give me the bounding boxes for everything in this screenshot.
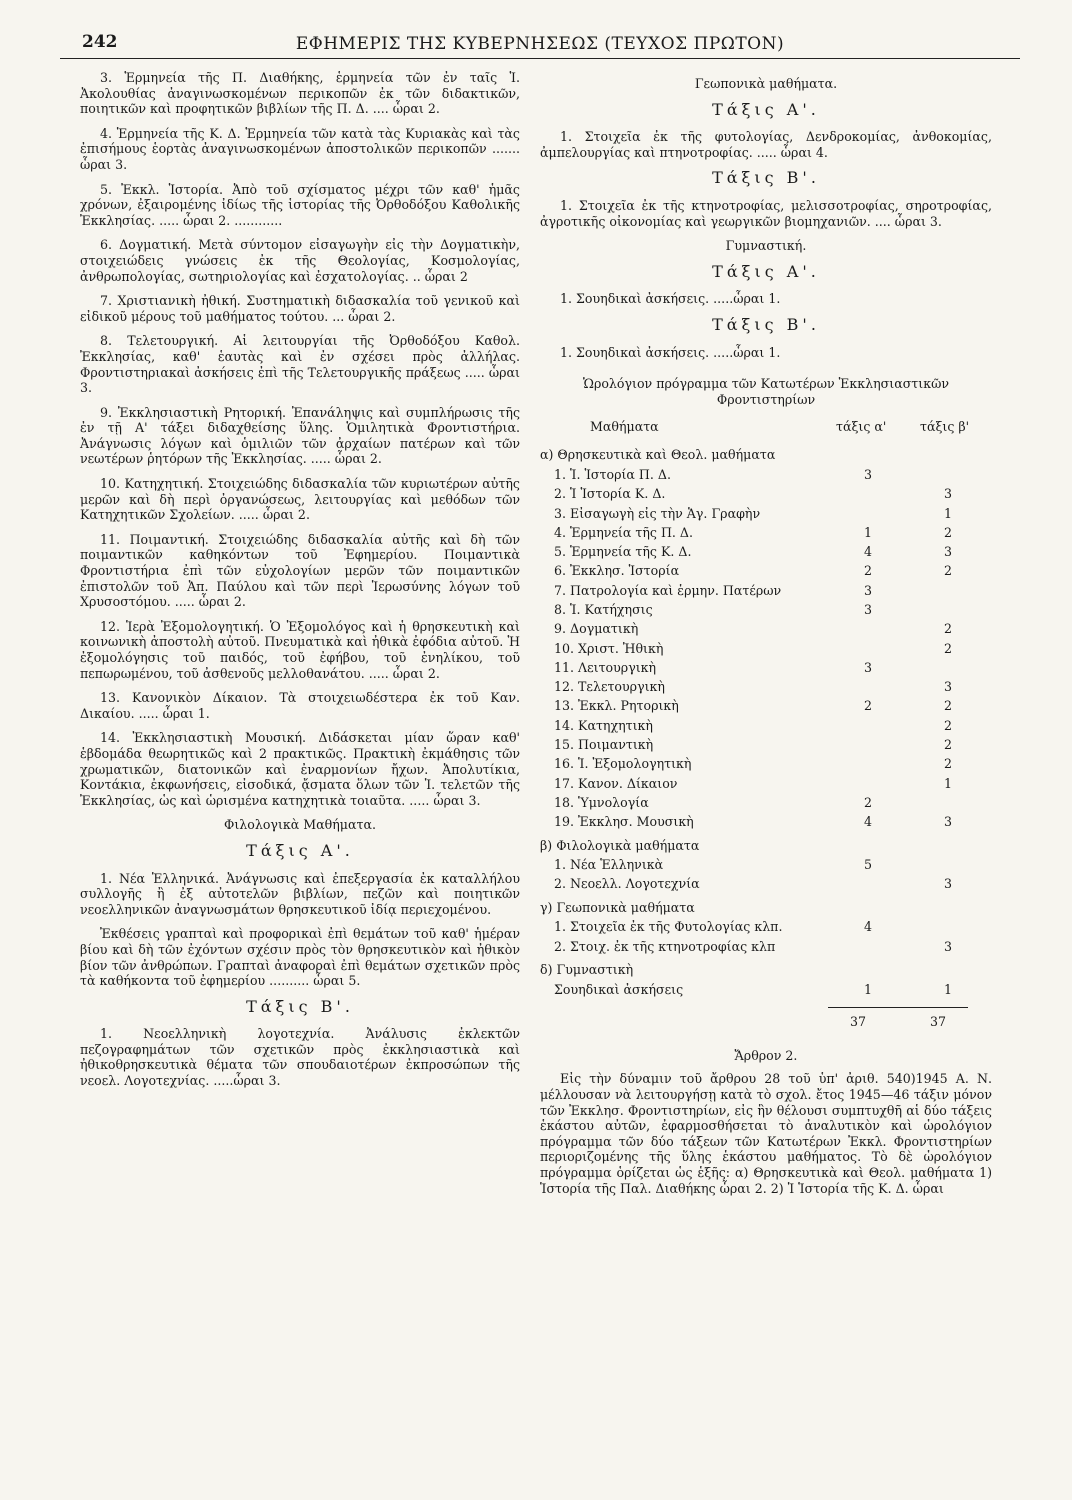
paragraph: 4. Ἑρμηνεία τῆς Κ. Δ. Ἑρμηνεία τῶν κατὰ τὰς Κυριακὰς καὶ τὰς ἐπισήμους ἑορτὰς ἀναγινωσκομένων ἀποστολικῶν περικοπῶν ....... ὧραι 3. [80,125,520,172]
schedule-subject: 4. Ἑρμηνεία τῆς Π. Δ. [554,524,694,540]
section-heading: Γεωπονικὰ μαθήματα. [694,76,838,91]
hours-class-b: 2 [943,756,952,772]
total-class-a: 37 [849,1013,867,1029]
schedule-subject: 10. Χριστ. Ἠθικὴ [554,640,664,656]
schedule-subject: 6. Ἐκκλησ. Ἱστορία [554,563,680,579]
schedule-row [540,581,992,600]
schedule-totals [828,1007,968,1034]
hours-class-b: 3 [943,938,952,954]
class-heading: Τάξις Β'. [712,314,820,334]
paragraph: Ἐκθέσεις γραπταὶ καὶ προφορικαὶ ἐπὶ θεμάτων τοῦ καθ' ἡμέραν βίου καὶ δὴ τῶν ἐχόντων σχέσιν πρὸς τὸν θρησκευτικὸν καὶ ἠθικὸν βίον τῶν ἀνθρώπων. Γραπταὶ ἀναφοραὶ ἐπὶ θεμάτων σχετικῶν πρὸς τὰ καθήκοντα τοῦ ἐφημερίου .......... ὧραι 5. [80,926,520,989]
schedule-subject: 18. Ὑμνολογία [554,794,649,810]
schedule-row [540,561,992,580]
schedule-row [540,465,992,484]
hours-class-b: 2 [943,717,952,733]
schedule-row [540,980,992,999]
class-heading: Τάξις Α'. [712,261,820,281]
schedule-subject: 16. Ἱ. Ἐξομολογητικὴ [554,756,692,772]
hours-class-b: 2 [943,563,952,579]
schedule-subject: 1. Ἱ. Ἱστορία Π. Δ. [554,466,672,482]
schedule-subject: Σουηδικαὶ ἀσκήσεις [554,981,684,997]
schedule-subject: 8. Ἱ. Κατήχησις [554,601,653,617]
schedule-row [540,774,992,793]
schedule-subject: 17. Κανον. Δίκαιον [554,775,678,791]
class-heading: Τάξις Α'. [246,840,354,860]
schedule-row [540,658,992,677]
schedule-row [540,735,992,754]
schedule-subject: 14. Κατηχητικὴ [554,717,653,733]
hours-class-b: 1 [943,981,952,997]
hours-class-a: 4 [863,814,872,830]
paragraph: 5. Ἐκκλ. Ἱστορία. Ἀπὸ τοῦ σχίσματος μέχρι τῶν καθ' ἡμᾶς χρόνων, ἐξαιρομένης ἰδίως τῆς ἱστορίας τῆς Ὀρθοδόξου Καθολικῆς Ἐκκλησίας. ..... ὧραι 2. ............ [80,181,520,228]
paragraph: 8. Τελετουργική. Αἱ λειτουργίαι τῆς Ὀρθοδόξου Καθολ. Ἐκκλησίας, καθ' ἑαυτὰς καὶ ἐν σχέσει πρὸς ἀλλήλας. Φροντιστηριακαὶ ἀσκήσεις ἐπὶ τῆς Τελετουργικῆς πράξεως ..... ὧραι 3. [80,333,520,396]
right-column [540,70,992,1205]
hours-class-b: 2 [943,640,952,656]
hours-class-a: 2 [863,698,872,714]
section-heading: Γυμναστική. [725,238,807,254]
left-column [80,70,520,1098]
hours-class-a: 2 [863,794,872,810]
journal-title: ΕΦΗΜΕΡΙΣ ΤΗΣ ΚΥΒΕΡΝΗΣΕΩΣ (ΤΕΥΧΟΣ ΠΡΩΤΟΝ) [295,34,785,54]
paragraph: 1. Στοιχεῖα ἐκ τῆς φυτολογίας, Δενδροκομίας, ἀνθοκομίας, ἀμπελουργίας καὶ πτηνοτροφίας. ..... ὧραι 4. [540,129,992,160]
schedule-subject: 11. Λειτουργικὴ [554,659,657,675]
hours-class-a: 3 [863,659,872,675]
hours-class-b: 2 [943,737,952,753]
paragraph: 1. Στοιχεῖα ἐκ τῆς κτηνοτροφίας, μελισσοτροφίας, σηροτροφίας, ἀγροτικῆς οἰκονομίας καὶ γεωργικῶν βιομηχανιῶν. .... ὧραι 3. [540,197,992,229]
schedule-subject: 2. Νεοελλ. Λογοτεχνία [554,876,700,892]
paragraph: 12. Ἱερὰ Ἐξομολογητική. Ὁ Ἐξομολόγος καὶ ἡ θρησκευτικὴ καὶ κοινωνικὴ ἀποστολὴ αὐτοῦ. Πνευματικὰ καὶ ἠθικὰ ἐφόδια αὐτοῦ. Ἡ ἐξομολόγησις τοῦ παιδός, τοῦ ἐφήβου, τοῦ ἐνηλίκου, τοῦ πεπωρωμένου, τοῦ ἀσθενοῦς μελλοθανάτου. ..... ὧραι 2. [80,618,520,681]
hours-class-a: 1 [863,981,872,997]
total-class-b: 37 [929,1013,947,1029]
paragraph: 1. Σουηδικαὶ ἀσκήσεις. .....ὧραι 1. [560,344,781,360]
hours-class-a: 3 [863,601,872,617]
paragraph: 6. Δογματική. Μετὰ σύντομον εἰσαγωγὴν εἰς τὴν Δογματικὴν, στοιχειώδεις γνώσεις ἐκ τῆς Θεολογίας, Κοσμολογίας, ἀνθρωπολογίας, σωτηριολογίας καὶ ἐσχατολογίας. .. ὧραι 2 [80,237,520,284]
schedule-row [540,874,992,893]
section-heading: Φιλολογικὰ Μαθήματα. [224,817,376,833]
hours-class-a: 3 [863,466,872,482]
schedule-row [540,917,992,936]
page-header [60,28,1020,59]
paragraph: 7. Χριστιανικὴ ἠθική. Συστηματικὴ διδασκαλία τοῦ γενικοῦ καὶ εἰδικοῦ μέρους τοῦ μαθήματος τούτου. ... ὧραι 2. [80,293,520,324]
paragraph: 9. Ἐκκλησιαστικὴ Ρητορική. Ἐπανάληψις καὶ συμπλήρωσις τῆς ἐν τῇ Α' τάξει διδαχθείσης ὕλης. Ὁμιλητικὰ Φροντιστήρια. Ἀνάγνωσις λόγων καὶ ὁμιλιῶν τῶν ἀρχαίων πατέρων καὶ τῶν νεωτέρων ῥητόρων τῆς Ἐκκλησίας. ..... ὧραι 2. [80,404,520,467]
hours-class-b: 3 [943,814,952,830]
schedule-subject: 7. Πατρολογία καὶ ἑρμην. Πατέρων [554,582,782,598]
hours-class-a: 3 [863,582,872,598]
schedule-row [540,484,992,503]
schedule-row [540,677,992,696]
hours-class-b: 3 [943,486,952,502]
schedule-subject: 9. Δογματικὴ [554,621,639,637]
schedule-row [540,523,992,542]
schedule-row [540,793,992,812]
paragraph: 1. Σουηδικαὶ ἀσκήσεις. .....ὧραι 1. [560,291,781,307]
page-number: 242 [82,32,118,52]
paragraph: 3. Ἑρμηνεία τῆς Π. Διαθήκης, ἑρμηνεία τῶν ἐν ταῖς Ἱ. Ἀκολουθίας ἀναγινωσκομένων περικοπῶν ἐκ τῶν διδακτικῶν, ποιητικῶν καὶ προφητικῶν βιβλίων τῆς Π. Δ. .... ὧραι 2. [80,70,520,117]
paragraph: 1. Νεοελληνικὴ λογοτεχνία. Ἀνάλυσις ἐκλεκτῶν πεζογραφημάτων τῶν σχετικῶν πρὸς ἐκκλησιαστικὰ καὶ ἠθικοθρησκευτικὰ θέματα τῶν σπουδαιοτέρων ἐκπροσώπων τῆς νεοελ. Λογοτεχνίας. .....ὧραι 3. [80,1026,520,1089]
article-heading: Ἄρθρον 2. [734,1047,798,1063]
col-class-b: τάξις β' [920,419,970,435]
schedule-subject: 2. Στοιχ. ἐκ τῆς κτηνοτροφίας κλπ [554,938,776,954]
schedule-title-line: Ὡρολόγιον πρόγραμμα τῶν Κατωτέρων Ἐκκλησιαστικῶν [582,376,949,392]
paragraph: 14. Ἐκκλησιαστικὴ Μουσική. Διδάσκεται μίαν ὥραν καθ' ἑβδομάδα θεωρητικῶς καὶ 2 πρακτικῶς. Πρακτικὴ ἐκμάθησις τῶν χρωματικῶν, διατονικῶν καὶ ἐναρμονίων ἤχων. Ἀπολυτίκια, Κοντάκια, ἐκφωνήσεις, εἰσοδικά, ᾄσματα ὅλων τῶν Ἱ. τελετῶν τῆς Ἐκκλησίας, ὡς καὶ ὡρισμένα κατηχητικὰ τοιαῦτα. ..... ὧραι 3. [80,730,520,808]
paragraph: 11. Ποιμαντική. Στοιχειώδης διδασκαλία αὐτῆς καὶ δὴ τῶν ποιμαντικῶν καθηκόντων τοῦ Ἐφημερίου. Ποιμαντικὰ Φροντιστήρια ἐπὶ τῶν εὐχολογίων μερῶν τῶν ποιμαντικῶν ἐπιστολῶν τοῦ Ἀπ. Παύλου καὶ τῶν περὶ Ἱερωσύνης λόγων τοῦ Χρυσοστόμου. ..... ὧραι 2. [80,531,520,610]
schedule-title [540,376,992,407]
schedule-subject: 5. Ἑρμηνεία τῆς Κ. Δ. [554,544,692,560]
schedule-header [540,413,992,441]
paragraph: 13. Κανονικὸν Δίκαιον. Τὰ στοιχειωδέστερα ἐκ τοῦ Καν. Δικαίου. ..... ὧραι 1. [80,690,520,721]
schedule-title-line: Φροντιστηρίων [716,391,816,407]
schedule-row [540,937,992,956]
hours-class-b: 3 [943,544,952,560]
paragraph: 10. Κατηχητική. Στοιχειώδης διδασκαλία τῶν κυριωτέρων αὐτῆς μερῶν καὶ δὴ περὶ ὀργανώσεως, λειτουργίας καὶ μεθόδων τῶν Κατηχητικῶν Σχολείων. ..... ὧραι 2. [80,476,520,523]
schedule-row [540,619,992,638]
article-text: Εἰς τὴν δύναμιν τοῦ ἄρθρου 28 τοῦ ὑπ' ἀριθ. 540)1945 Α. Ν. μέλλουσαν νὰ λειτουργήσῃ κατὰ τὸ σχολ. ἔτος 1945—46 τάξιν μόνον τῶν Ἐκκλησ. Φροντιστηρίων, εἰς ἣν θέλουσι συμπτυχθῆ αἱ δύο τάξεις ἑκάστου αὐτῶν, ἐφαρμοσθήσεται τὸ ἀναλυτικὸν καὶ ὡρολόγιον πρόγραμμα τῶν δύο τάξεων τῶν Κατωτέρων Ἐκκλ. Φροντιστηρίων περιοριζομένης τῆς ὕλης ἑκάστου μαθήματος. Τὸ δὲ ὡρολόγιον πρόγραμμα ὁρίζεται ὡς ἑξῆς: α) Θρησκευτικὰ καὶ Θεολ. μαθήματα 1) Ἱστορία τῆς Παλ. Διαθήκης ὧραι 2. 2) Ἱ Ἱστορία τῆς Κ. Δ. ὧραι [540,1071,992,1196]
schedule-subject: 1. Νέα Ἑλληνικὰ [554,857,664,873]
hours-class-b: 1 [943,505,952,521]
schedule-subject: 1. Στοιχεῖα ἐκ τῆς Φυτολογίας κλπ. [554,919,783,935]
schedule-row [540,716,992,735]
hours-class-a: 1 [863,524,872,540]
schedule-group-title: β) Φιλολογικὰ μαθήματα [540,837,700,853]
schedule-row [540,504,992,523]
class-heading: Τάξις Β'. [246,996,354,1016]
schedule-group-title: δ) Γυμναστικὴ [540,961,634,977]
schedule-group-title: α) Θρησκευτικὰ καὶ Θεολ. μαθήματα [540,447,776,463]
hours-class-b: 1 [943,775,952,791]
col-class-a: τάξις α' [836,419,887,435]
hours-class-b: 2 [943,621,952,637]
paragraph: 1. Νέα Ἑλληνικά. Ἀνάγνωσις καὶ ἐπεξεργασία ἐκ καταλλήλου συλλογῆς ἢ ἐξ αὐτοτελῶν βιβλίων, πεζῶν καὶ ποιητικῶν νεοελληνικῶν ἀναγνωσμάτων θρησκευτικοῦ ἰδίᾳ περιεχομένου. [80,870,520,917]
class-heading: Τάξις Β'. [712,168,820,188]
schedule-row [540,855,992,874]
schedule-row [540,600,992,619]
hours-class-b: 2 [943,698,952,714]
hours-class-a: 4 [863,919,872,935]
col-subject: Μαθήματα [590,419,659,435]
hours-class-a: 4 [863,544,872,560]
hours-class-b: 3 [943,876,952,892]
class-heading: Τάξις Α'. [712,99,820,119]
schedule-subject: 15. Ποιμαντικὴ [554,737,654,753]
schedule-row [540,639,992,658]
hours-class-b: 3 [943,679,952,695]
schedule-row [540,542,992,561]
hours-class-a: 5 [863,857,872,873]
schedule-group-title: γ) Γεωπονικὰ μαθήματα [540,899,695,915]
schedule-subject: 19. Ἐκκλησ. Μουσικὴ [554,814,694,830]
hours-class-b: 2 [943,524,952,540]
schedule-row [540,696,992,715]
schedule-subject: 2. Ἱ Ἱστορία Κ. Δ. [554,486,666,502]
schedule-subject: 3. Εἰσαγωγὴ εἰς τὴν Ἁγ. Γραφὴν [554,505,761,521]
schedule-row [540,812,992,831]
schedule-subject: 13. Ἐκκλ. Ρητορικὴ [554,698,679,714]
hours-class-a: 2 [863,563,872,579]
schedule-row [540,754,992,773]
schedule-table [540,447,992,999]
schedule-subject: 12. Τελετουργικὴ [554,679,665,695]
